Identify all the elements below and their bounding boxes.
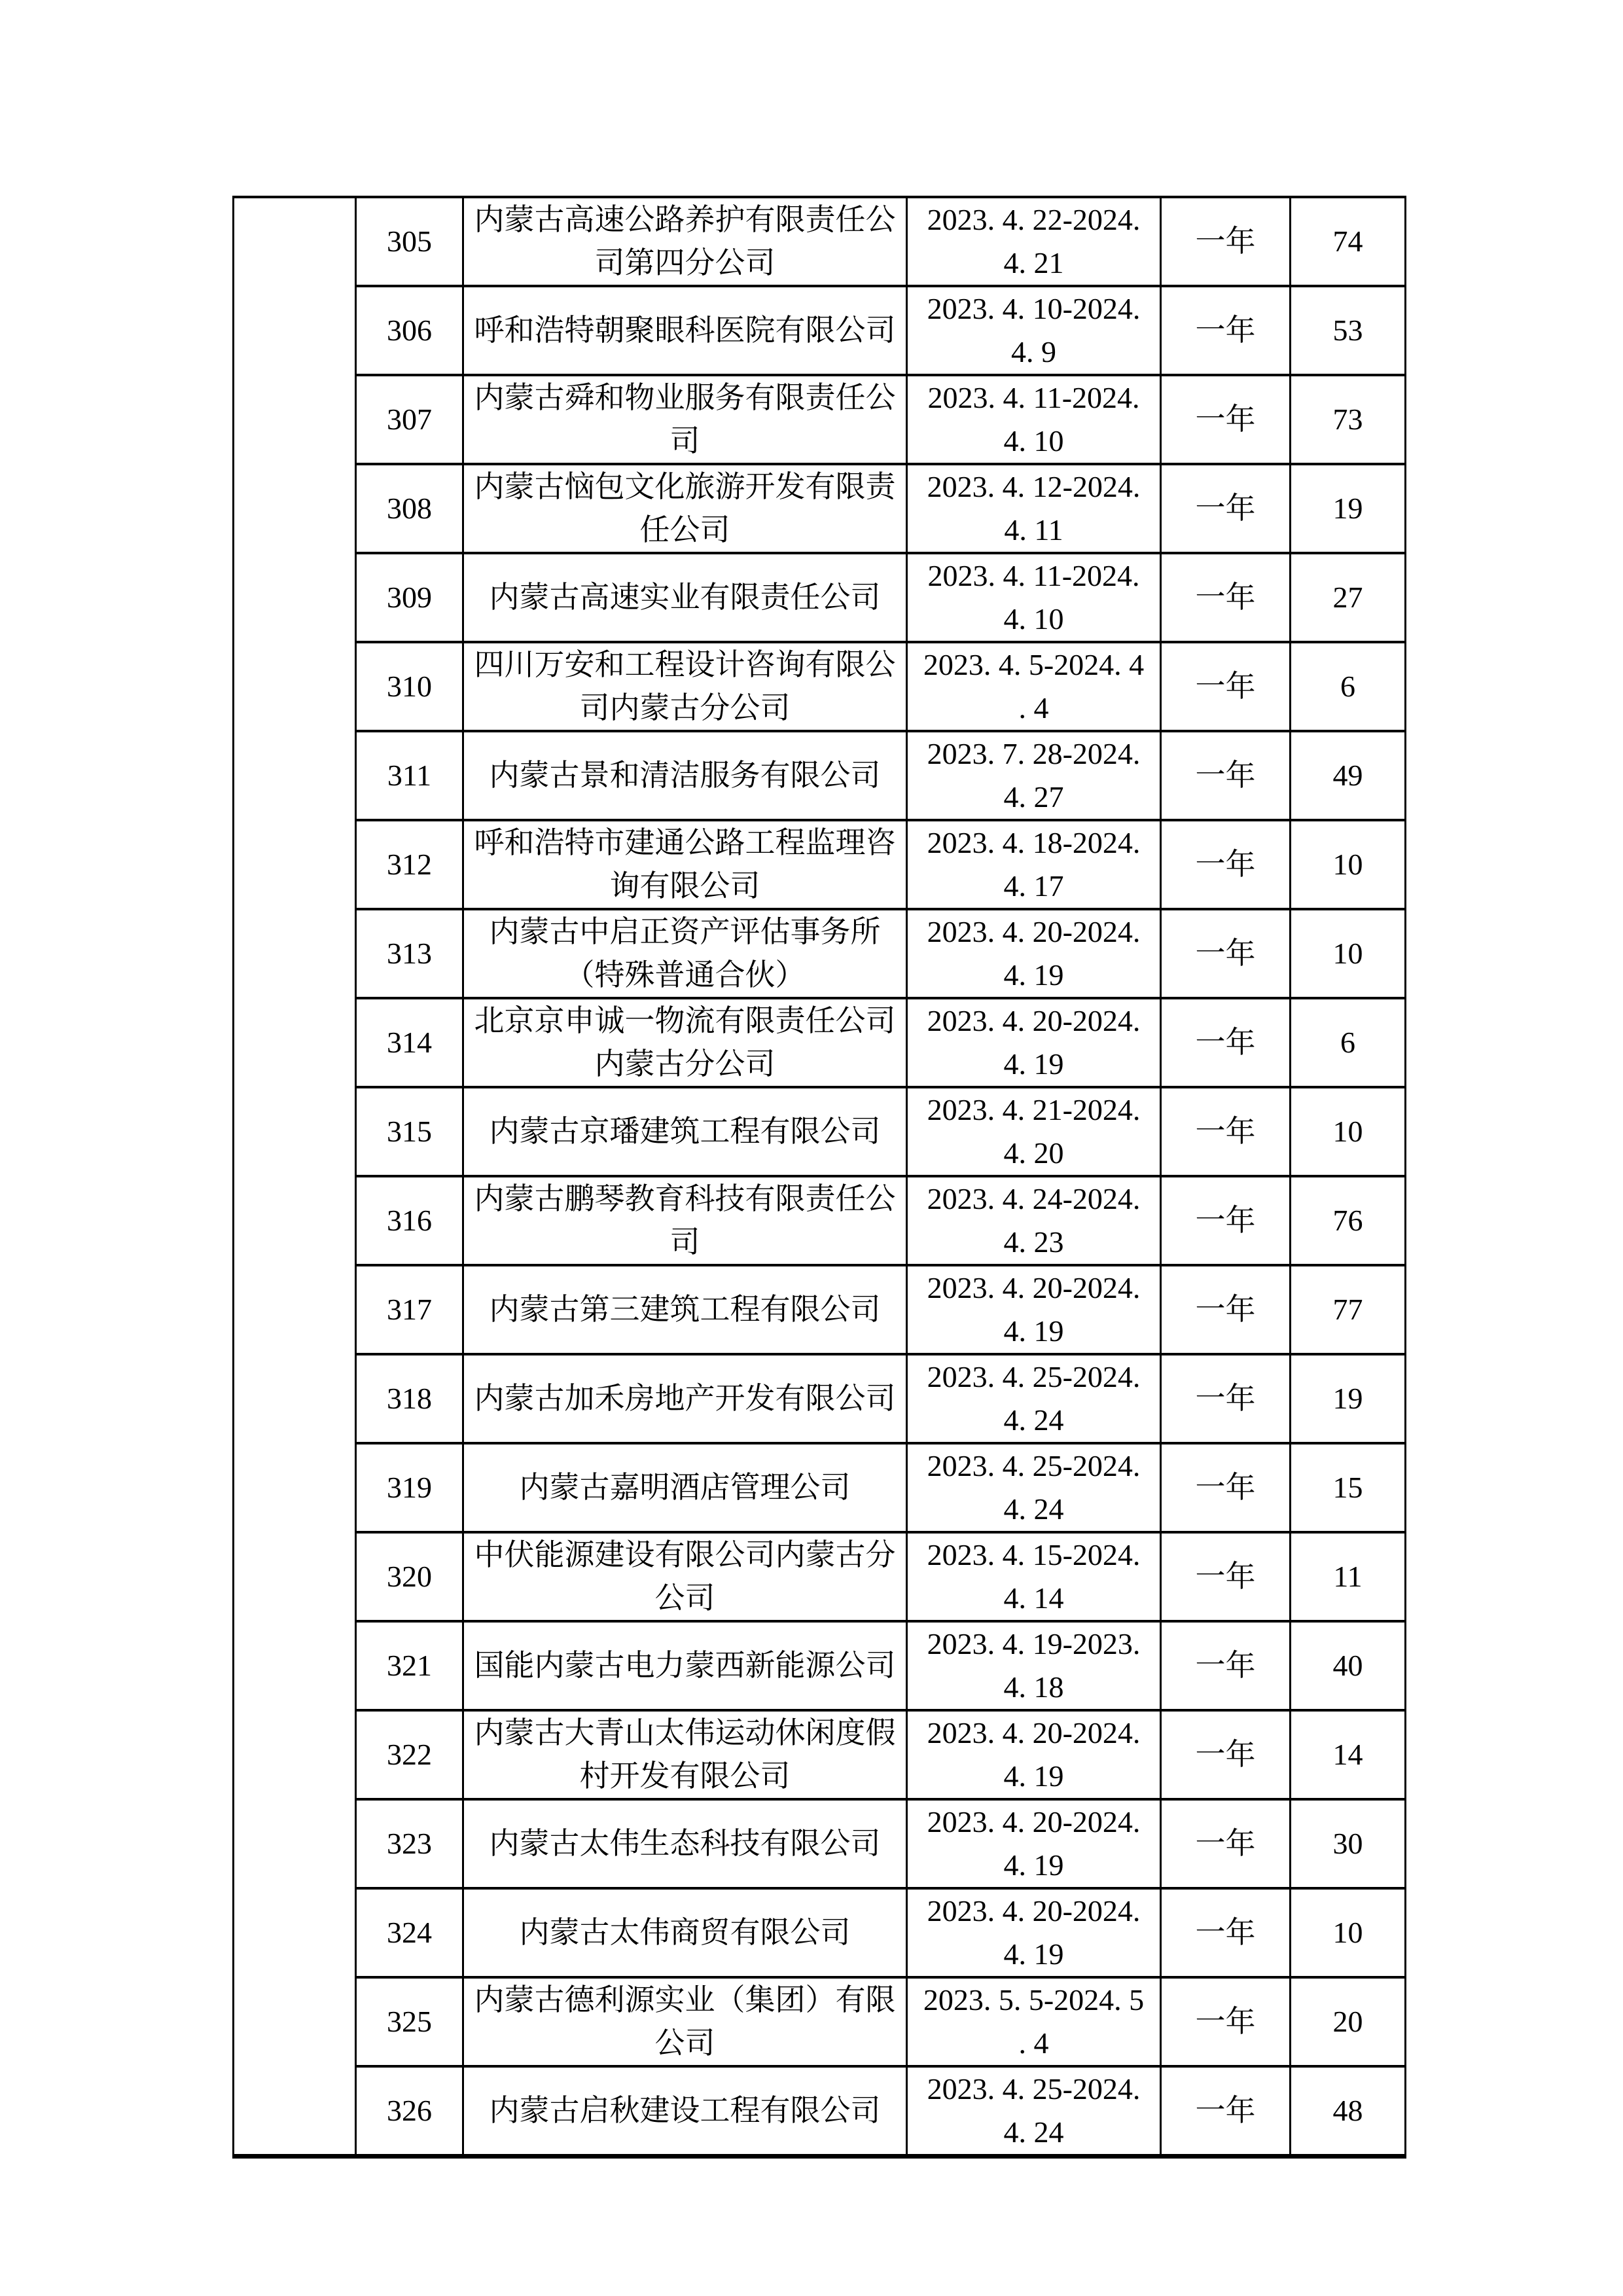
term-cell: 一年 (1161, 1265, 1291, 1354)
table-row (234, 553, 1406, 642)
date-line2: 4. 21 (1003, 246, 1064, 279)
company-name-line2: （特殊普通合伙） (564, 958, 806, 992)
date-range-cell (907, 1354, 1161, 1443)
count-cell: 10 (1291, 909, 1406, 998)
company-name-line1: 内蒙古太伟商贸有限公司 (519, 1916, 851, 1949)
company-name-line2: 司 (669, 1225, 700, 1259)
company-name-line1: 国能内蒙古电力蒙西新能源公司 (474, 1649, 896, 1682)
row-number-cell: 320 (356, 1532, 463, 1621)
term-cell: 一年 (1161, 1443, 1291, 1532)
date-range-cell (907, 464, 1161, 553)
table-row (234, 286, 1406, 375)
company-name-cell (463, 1354, 907, 1443)
company-name-line1: 内蒙古恼包文化旅游开发有限责 (474, 470, 896, 503)
row-number-cell: 309 (356, 553, 463, 642)
table-row (234, 1532, 1406, 1621)
table-row (234, 375, 1406, 464)
company-name-line1: 内蒙古启秋建设工程有限公司 (489, 2094, 881, 2127)
company-name-line1: 内蒙古嘉明酒店管理公司 (519, 1471, 851, 1504)
term-cell: 一年 (1161, 464, 1291, 553)
table-row (234, 2066, 1406, 2157)
count-cell: 10 (1291, 820, 1406, 909)
date-range-cell (907, 1888, 1161, 1977)
company-name-cell (463, 1977, 907, 2066)
date-line1: 2023. 4. 20-2024. (927, 1004, 1141, 1037)
company-name-line1: 内蒙古京璠建筑工程有限公司 (489, 1115, 881, 1148)
date-range-cell (907, 197, 1161, 286)
company-name-cell (463, 1532, 907, 1621)
company-name-line1: 内蒙古大青山太伟运动休闲度假 (474, 1716, 896, 1749)
row-number-cell: 326 (356, 2066, 463, 2157)
date-line2: 4. 24 (1003, 1492, 1064, 1526)
count-cell: 77 (1291, 1265, 1406, 1354)
company-name-line2: 询有限公司 (609, 869, 760, 903)
term-cell: 一年 (1161, 1799, 1291, 1888)
company-name-line1: 内蒙古第三建筑工程有限公司 (489, 1293, 881, 1326)
company-name-cell (463, 998, 907, 1087)
term-cell: 一年 (1161, 1888, 1291, 1977)
table-row (234, 1354, 1406, 1443)
company-name-cell (463, 1710, 907, 1799)
table-row (234, 1265, 1406, 1354)
company-name-line1: 内蒙古中启正资产评估事务所 (489, 915, 881, 948)
table-row (234, 1443, 1406, 1532)
date-range-cell (907, 909, 1161, 998)
date-range-cell (907, 1443, 1161, 1532)
term-cell: 一年 (1161, 909, 1291, 998)
count-cell: 49 (1291, 731, 1406, 820)
company-name-cell (463, 553, 907, 642)
term-cell: 一年 (1161, 1977, 1291, 2066)
count-cell: 53 (1291, 286, 1406, 375)
date-line2: 4. 11 (1004, 513, 1063, 547)
company-name-line1: 北京京申诚一物流有限责任公司 (474, 1004, 896, 1037)
count-cell: 10 (1291, 1087, 1406, 1176)
company-name-cell (463, 2066, 907, 2157)
count-cell: 40 (1291, 1621, 1406, 1710)
table-row (234, 1799, 1406, 1888)
company-name-line1: 内蒙古舜和物业服务有限责任公 (474, 381, 896, 414)
company-name-line1: 中伏能源建设有限公司内蒙古分 (474, 1538, 896, 1571)
date-line2: 4. 9 (1011, 335, 1056, 368)
company-name-cell (463, 1443, 907, 1532)
company-name-line1: 四川万安和工程设计咨询有限公 (474, 648, 896, 681)
company-name-cell (463, 1799, 907, 1888)
company-name-line1: 内蒙古高速实业有限责任公司 (489, 581, 881, 614)
count-cell: 20 (1291, 1977, 1406, 2066)
row-number-cell: 318 (356, 1354, 463, 1443)
date-line1: 2023. 4. 20-2024. (927, 1271, 1141, 1304)
table-row (234, 820, 1406, 909)
row-number-cell: 321 (356, 1621, 463, 1710)
date-line2: 4. 19 (1003, 1047, 1064, 1081)
count-cell: 15 (1291, 1443, 1406, 1532)
date-line2: 4. 14 (1003, 1581, 1064, 1615)
date-line2: 4. 27 (1003, 780, 1064, 814)
date-range-cell (907, 998, 1161, 1087)
table-row (234, 464, 1406, 553)
company-name-cell (463, 1265, 907, 1354)
date-range-cell (907, 1265, 1161, 1354)
term-cell: 一年 (1161, 197, 1291, 286)
date-line1: 2023. 4. 18-2024. (927, 826, 1141, 859)
date-line1: 2023. 4. 10-2024. (927, 292, 1141, 325)
date-range-cell (907, 1799, 1161, 1888)
date-range-cell (907, 1176, 1161, 1265)
date-line2: 4. 24 (1003, 1403, 1064, 1437)
company-name-cell (463, 909, 907, 998)
term-cell: 一年 (1161, 553, 1291, 642)
company-name-line1: 内蒙古太伟生态科技有限公司 (489, 1827, 881, 1860)
company-name-cell (463, 1888, 907, 1977)
count-cell: 10 (1291, 1888, 1406, 1977)
date-line1: 2023. 4. 24-2024. (927, 1182, 1141, 1215)
date-line1: 2023. 4. 5-2024. 4 (923, 648, 1145, 681)
term-cell: 一年 (1161, 1087, 1291, 1176)
term-cell: 一年 (1161, 1532, 1291, 1621)
company-name-line1: 内蒙古景和清洁服务有限公司 (489, 759, 881, 792)
company-name-line1: 内蒙古高速公路养护有限责任公 (474, 203, 896, 236)
table-row (234, 1710, 1406, 1799)
count-cell: 19 (1291, 464, 1406, 553)
company-name-line2: 司第四分公司 (594, 246, 776, 279)
date-line2: 4. 23 (1003, 1225, 1064, 1259)
date-line1: 2023. 4. 15-2024. (927, 1538, 1141, 1571)
row-number-cell: 319 (356, 1443, 463, 1532)
date-line1: 2023. 7. 28-2024. (927, 737, 1141, 770)
term-cell: 一年 (1161, 998, 1291, 1087)
date-line2: 4. 19 (1003, 1314, 1064, 1348)
row-number-cell: 311 (356, 731, 463, 820)
category-cell (234, 197, 356, 2157)
table-row (234, 197, 1406, 286)
row-number-cell: 322 (356, 1710, 463, 1799)
company-name-line2: 公司 (654, 2026, 715, 2060)
row-number-cell: 305 (356, 197, 463, 286)
table-row (234, 1176, 1406, 1265)
table-row (234, 731, 1406, 820)
count-cell: 48 (1291, 2066, 1406, 2157)
date-line1: 2023. 4. 11-2024. (927, 559, 1140, 592)
term-cell: 一年 (1161, 286, 1291, 375)
row-number-cell: 307 (356, 375, 463, 464)
table-row (234, 642, 1406, 731)
term-cell: 一年 (1161, 642, 1291, 731)
count-cell: 14 (1291, 1710, 1406, 1799)
count-cell: 76 (1291, 1176, 1406, 1265)
date-line2: 4. 24 (1003, 2115, 1064, 2149)
row-number-cell: 325 (356, 1977, 463, 2066)
date-line1: 2023. 4. 12-2024. (927, 470, 1141, 503)
company-name-line2: 司 (669, 424, 700, 457)
company-name-cell (463, 642, 907, 731)
row-number-cell: 310 (356, 642, 463, 731)
date-range-cell (907, 1977, 1161, 2066)
date-line2: . 4 (1018, 691, 1049, 725)
company-name-line2: 任公司 (639, 513, 730, 547)
row-number-cell: 308 (356, 464, 463, 553)
company-name-cell (463, 1087, 907, 1176)
table-row (234, 1621, 1406, 1710)
row-number-cell: 314 (356, 998, 463, 1087)
date-line2: 4. 19 (1003, 958, 1064, 992)
date-range-cell (907, 820, 1161, 909)
count-cell: 19 (1291, 1354, 1406, 1443)
company-name-line1: 内蒙古加禾房地产开发有限公司 (474, 1382, 896, 1415)
company-name-cell (463, 286, 907, 375)
date-line2: 4. 19 (1003, 1848, 1064, 1882)
date-line2: 4. 20 (1003, 1136, 1064, 1170)
company-name-line2: 村开发有限公司 (579, 1759, 791, 1793)
company-name-line1: 内蒙古鹏琴教育科技有限责任公 (474, 1182, 896, 1215)
date-line1: 2023. 4. 25-2024. (927, 1360, 1141, 1393)
count-cell: 6 (1291, 642, 1406, 731)
row-number-cell: 306 (356, 286, 463, 375)
company-name-line2: 内蒙古分公司 (594, 1047, 776, 1081)
date-line2: 4. 10 (1003, 424, 1064, 457)
date-range-cell (907, 1087, 1161, 1176)
company-name-cell (463, 1176, 907, 1265)
count-cell: 74 (1291, 197, 1406, 286)
table-row (234, 1977, 1406, 2066)
term-cell: 一年 (1161, 2066, 1291, 2157)
term-cell: 一年 (1161, 731, 1291, 820)
date-range-cell (907, 553, 1161, 642)
count-cell: 11 (1291, 1532, 1406, 1621)
date-range-cell (907, 1710, 1161, 1799)
company-name-line2: 司内蒙古分公司 (579, 691, 791, 725)
date-range-cell (907, 731, 1161, 820)
date-line1: 2023. 4. 20-2024. (927, 915, 1141, 948)
date-line2: 4. 19 (1003, 1937, 1064, 1971)
count-cell: 30 (1291, 1799, 1406, 1888)
company-name-cell (463, 375, 907, 464)
date-range-cell (907, 1621, 1161, 1710)
term-cell: 一年 (1161, 1621, 1291, 1710)
date-line2: 4. 10 (1003, 602, 1064, 636)
date-range-cell (907, 375, 1161, 464)
date-line1: 2023. 5. 5-2024. 5 (923, 1983, 1145, 2017)
row-number-cell: 317 (356, 1265, 463, 1354)
date-line1: 2023. 4. 21-2024. (927, 1093, 1141, 1126)
company-name-line1: 呼和浩特朝聚眼科医院有限公司 (474, 314, 896, 347)
date-line2: 4. 17 (1003, 869, 1064, 903)
table-row (234, 998, 1406, 1087)
row-number-cell: 316 (356, 1176, 463, 1265)
date-line1: 2023. 4. 25-2024. (927, 1449, 1141, 1482)
company-name-cell (463, 820, 907, 909)
date-line2: 4. 18 (1003, 1670, 1064, 1704)
company-name-cell (463, 197, 907, 286)
count-cell: 6 (1291, 998, 1406, 1087)
date-range-cell (907, 286, 1161, 375)
date-line2: 4. 19 (1003, 1759, 1064, 1793)
row-number-cell: 315 (356, 1087, 463, 1176)
company-name-line1: 呼和浩特市建通公路工程监理咨 (474, 826, 896, 859)
date-range-cell (907, 2066, 1161, 2157)
company-name-cell (463, 731, 907, 820)
row-number-cell: 324 (356, 1888, 463, 1977)
table-row (234, 1888, 1406, 1977)
row-number-cell: 313 (356, 909, 463, 998)
table-row (234, 1087, 1406, 1176)
table-row (234, 909, 1406, 998)
term-cell: 一年 (1161, 1354, 1291, 1443)
term-cell: 一年 (1161, 1176, 1291, 1265)
date-range-cell (907, 642, 1161, 731)
date-line1: 2023. 4. 22-2024. (927, 203, 1141, 236)
count-cell: 27 (1291, 553, 1406, 642)
row-number-cell: 323 (356, 1799, 463, 1888)
date-range-cell (907, 1532, 1161, 1621)
company-name-cell (463, 464, 907, 553)
date-line1: 2023. 4. 20-2024. (927, 1894, 1141, 1928)
term-cell: 一年 (1161, 375, 1291, 464)
company-name-line1: 内蒙古德利源实业（集团）有限 (474, 1983, 896, 2017)
date-line1: 2023. 4. 19-2023. (927, 1627, 1141, 1660)
count-cell: 73 (1291, 375, 1406, 464)
date-line1: 2023. 4. 25-2024. (927, 2072, 1141, 2106)
date-line1: 2023. 4. 20-2024. (927, 1805, 1141, 1839)
date-line1: 2023. 4. 20-2024. (927, 1716, 1141, 1749)
term-cell: 一年 (1161, 820, 1291, 909)
date-line1: 2023. 4. 11-2024. (927, 381, 1140, 414)
roster-table (232, 196, 1406, 2159)
company-name-line2: 公司 (654, 1581, 715, 1615)
date-line2: . 4 (1018, 2026, 1049, 2060)
term-cell: 一年 (1161, 1710, 1291, 1799)
row-number-cell: 312 (356, 820, 463, 909)
company-name-cell (463, 1621, 907, 1710)
